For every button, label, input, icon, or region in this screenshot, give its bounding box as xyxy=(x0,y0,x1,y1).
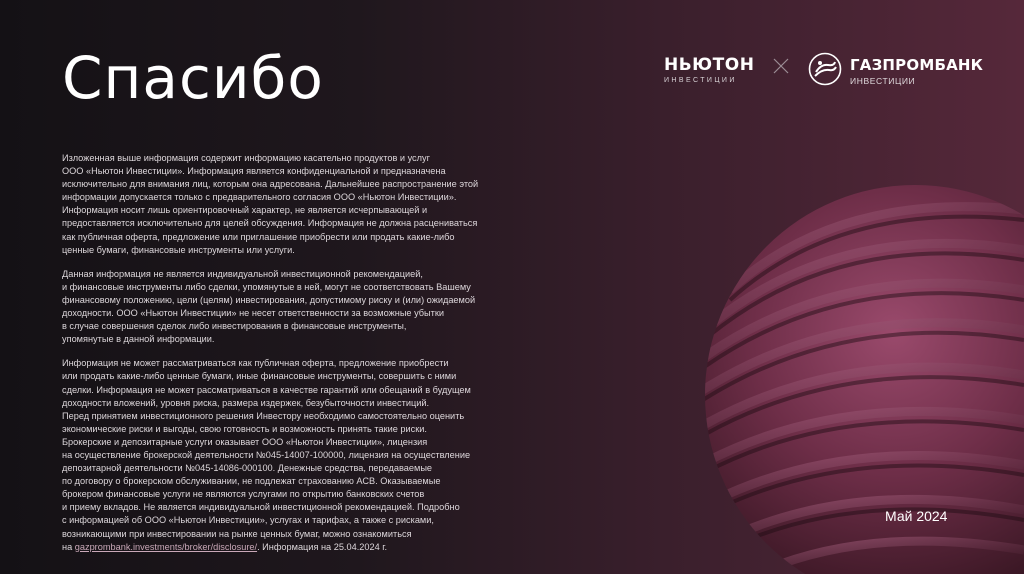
gazprombank-emblem-icon xyxy=(808,52,842,86)
disclaimer-line: возникающими при инвестировании на рынке ценных бумаг, можно ознакомиться xyxy=(62,528,412,539)
disclaimer-line: Данная информация не является индивидуальной инвестиционной рекомендацией, xyxy=(62,268,423,279)
disclaimer-line: предоставляется исключительно для целей обсуждения. Информация не должна расцениваться xyxy=(62,218,478,229)
disclaimer-line: по договору о брокерском обслуживании, не подлежат страхованию АСВ. Оказываемые xyxy=(62,476,441,487)
disclaimer-line: ООО «Ньютон Инвестиции». Информация является конфиденциальной и предназначена xyxy=(62,166,446,177)
disclaimer-paragraph-1 xyxy=(62,152,512,257)
disclaimer-last-prefix: на xyxy=(62,541,75,552)
disclaimer-paragraph-3 xyxy=(62,357,512,553)
disclaimer-line: Изложенная выше информация содержит информацию касательно продуктов и услуг xyxy=(62,153,430,163)
disclaimer-line: и приему вкладов. Не является индивидуальной инвестиционной рекомендацией. Подробно xyxy=(62,502,460,513)
disclaimer-line: депозитарной деятельности №045-14086-000100. Денежные средства, передаваемые xyxy=(62,463,433,474)
newton-logo-subtext: ИНВЕСТИЦИИ xyxy=(664,77,737,84)
presentation-date: Май 2024 xyxy=(885,508,948,524)
disclaimer-line: Информация не может рассматриваться как публичная оферта, предложение приобрести xyxy=(62,358,449,369)
disclaimer-line: ценные бумаги, финансовые инструменты или услуги. xyxy=(62,244,295,255)
disclaimer-line: информации допускается только с предварительного согласия ООО «Ньютон Инвестиции». xyxy=(62,192,457,203)
gazprombank-investments-logo[interactable] xyxy=(850,57,990,86)
disclaimer-line: на осуществление брокерской деятельности №045-14007-100000, лицензия на осуществление xyxy=(62,449,471,460)
decorative-sphere-image xyxy=(690,180,1024,574)
disclaimer-line: доходности. ООО «Ньютон Инвестиции» не несет ответственности за возможные убытки xyxy=(62,308,445,319)
disclaimer-text xyxy=(62,152,512,565)
disclaimer-paragraph-2 xyxy=(62,268,512,347)
disclaimer-line: Брокерские и депозитарные услуги оказывает ООО «Ньютон Инвестиции», лицензия xyxy=(62,436,428,447)
disclaimer-line: или продать какие-либо ценные бумаги, иные финансовые инструменты, совершить с ними xyxy=(62,371,457,382)
disclosure-link[interactable]: gazprombank.investments/broker/disclosure/ xyxy=(74,541,258,552)
disclaimer-line: как публичная оферта, предложение или приглашение приобрести или продать какие-либо xyxy=(62,231,455,242)
disclaimer-line: Перед принятием инвестиционного решения Инвестору необходимо самостоятельно оценить xyxy=(62,410,465,421)
gazprombank-logo-subtext: ИНВЕСТИЦИИ xyxy=(850,76,916,86)
disclaimer-line: и финансовые инструменты либо сделки, упомянутые в ней, могут не соответствовать Вашему xyxy=(62,281,471,292)
disclaimer-line: упомянутые в данной информации. xyxy=(62,334,215,345)
cross-icon xyxy=(771,56,791,76)
disclaimer-line: Информация носит лишь ориентировочный характер, не является исчерпывающей и xyxy=(62,205,428,216)
disclaimer-line: сделки. Информация не может рассматриваться в качестве гарантий или обещаний в будущем xyxy=(62,384,471,395)
page-title: Спасибо xyxy=(62,44,324,112)
newton-investments-logo[interactable] xyxy=(664,56,760,84)
disclaimer-last-suffix: . Информация на 25.04.2024 г. xyxy=(257,541,388,552)
newton-logo-text: НЬЮТОН xyxy=(664,55,755,75)
gazprombank-logo-text: ГАЗПРОМБАНК xyxy=(850,56,984,74)
disclaimer-line: финансовому положению, цели (целям) инвестирования, допустимому риску и (или) ожидаемой xyxy=(62,294,476,305)
disclaimer-line: с информацией об ООО «Ньютон Инвестиции», услугах и тарифах, а также с рисками, xyxy=(62,515,434,526)
disclaimer-line: исключительно для внимания лиц, которым она адресована. Дальнейшее распространение этой xyxy=(62,179,479,190)
disclaimer-line: экономические риски и выгоды, свою готовность и возможность принять такие риски. xyxy=(62,423,427,434)
disclaimer-last-line xyxy=(62,541,512,554)
disclaimer-line: доходности вложений, уровня риска, размера издержек, безубыточности инвестиций. xyxy=(62,397,430,408)
disclaimer-line: брокером финансовые услуги не являются услугами по открытию банковских счетов xyxy=(62,489,425,500)
disclaimer-line: в случае совершения сделок либо инвестирования в финансовые инструменты, xyxy=(62,321,407,332)
